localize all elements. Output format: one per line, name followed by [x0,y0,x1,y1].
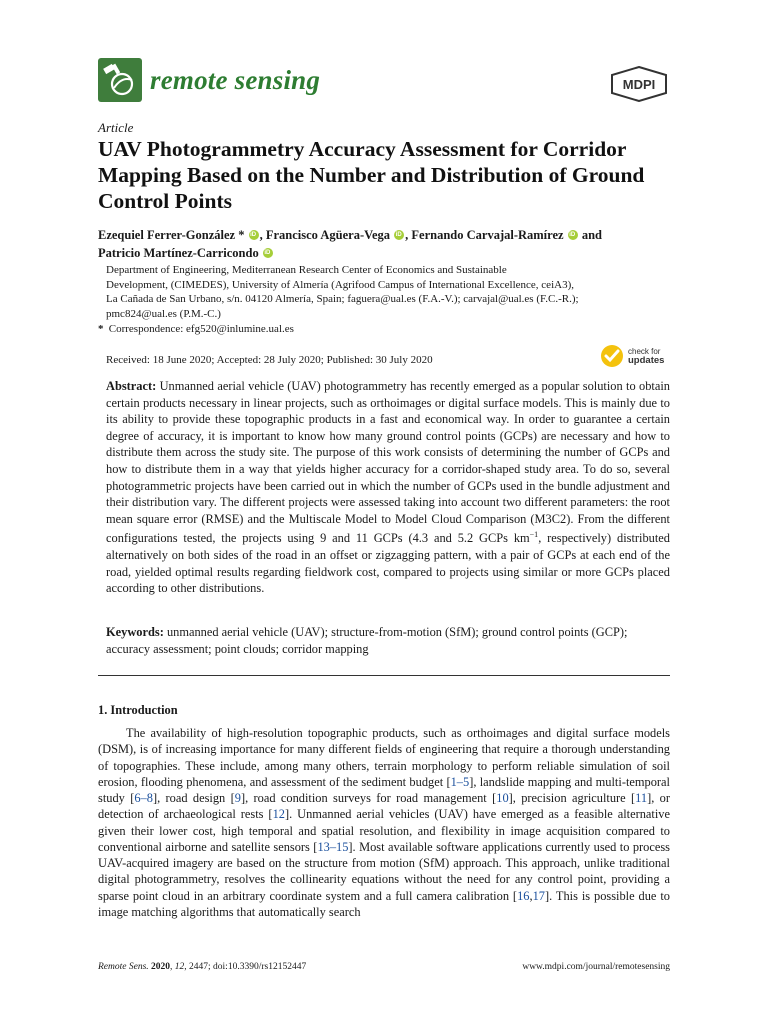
check-updates-icon [600,344,624,368]
author-name[interactable]: Ezequiel Ferrer-González * [98,228,245,242]
abstract-text: Unmanned aerial vehicle (UAV) photogrammetry has recently emerged as a popular solution to obtain certain products necessary in linear projects, such as orthoimages or digital surface models. This is mainly due to its ability to provide these topographic products in a fast and economical way. In order to guarantee a certain degree of accuracy, it is important to know how many ground control points (GCPs) are necessary and how to distribute them across the study site. The purpose of this work consists of determining the number of GCPs and how to distribute them in a way that yields higher accuracy for a corridor-shaped study area. To do so, several photogrammetric projects have been carried out in which the number of GCPs used in the bundle adjustment and their distribution vary. The different projects were assessed taking into account two different parameters: the root mean square error (RMSE) and the Multiscale Model to Model Cloud Comparison (M3C2). From the different configurations tested, the projects using 9 and 11 GCPs (4.3 and 5.2 GCPs km [106,379,670,546]
abstract-superscript: −1 [529,530,539,540]
correspondence-text: Correspondence: efg520@inlumine.ual.es [108,323,294,335]
footer-citation: Remote Sens. 2020, 12, 2447; doi:10.3390/rs12152447 [98,962,307,972]
publication-dates: Received: 18 June 2020; Accepted: 28 July 2020; Published: 30 July 2020 [106,354,433,366]
journal-masthead [98,58,320,102]
author-list [98,226,668,262]
abstract-text-continued: , respectively) distributed alternatively on both sides of the road in an offset or zigzagging pattern, with a pair of GCPs at each end of the road, yielded optimal results regarding fieldwork cost, compared to projects using similar or more GCPs placed according to other distributions. [106,531,670,596]
author-name[interactable]: Patricio Martínez-Carricondo [98,246,259,260]
section-divider [98,675,670,676]
affiliation-line: Department of Engineering, Mediterranean Research Center of Economics and Sustainable [106,264,507,276]
affiliation-line: pmc824@ual.es (P.M.-C.) [106,307,221,320]
citation-link[interactable]: 6–8 [134,791,153,805]
affiliation-line: Development, (CIMEDES), University of Almería (Agrifood Campus of International Excellence, ceiA3), [106,278,574,291]
check-updates-label: check for updates [628,347,665,366]
footer-journal-url[interactable]: www.mdpi.com/journal/remotesensing [522,962,670,972]
section-heading-introduction: 1. Introduction [98,703,178,717]
orcid-icon[interactable] [568,230,578,240]
paper-title: UAV Photogrammetry Accuracy Assessment for Corridor Mapping Based on the Number and Distribution of Ground Control Points [98,137,645,213]
correspondence [98,322,658,336]
keywords [106,624,670,657]
citation-link[interactable]: 16 [517,888,530,903]
orcid-icon[interactable] [394,230,404,240]
citation-link[interactable]: 10 [496,791,509,805]
citation-link[interactable]: 9 [234,791,241,805]
citation-link[interactable]: 12 [272,807,285,822]
author-separator: , [405,228,412,242]
correspondence-marker: * [98,323,104,335]
abstract [106,378,670,597]
citation-link[interactable]: 17 [532,888,545,903]
mdpi-logo-icon [609,66,669,102]
check-for-updates-button[interactable] [600,343,670,369]
author-separator: and [578,228,602,242]
journal-logo-icon [98,58,142,102]
article-type: Article [98,120,134,135]
affiliation [106,263,666,321]
abstract-label: Abstract: [106,379,157,393]
author-separator: , [259,228,266,242]
citation-link[interactable]: 13–15 [317,839,349,854]
journal-name: remote sensing [150,64,321,95]
author-name[interactable]: Francisco Agüera-Vega [265,228,391,242]
orcid-icon[interactable] [249,230,259,240]
keywords-label: Keywords: [106,625,164,639]
citation-link[interactable]: 11 [635,791,648,805]
mdpi-logo-text: MDPI [622,77,656,92]
introduction-paragraph: The availability of high-resolution topographic products, such as orthoimages and digital surface models (DSM), is of increasing importance for many different fields of engineering that require a thorough understanding of topographies. These include, among many others, terrain morphology to perform reliable simulation of soil erosion, flooding phenomena, and assessment of the sediment budget [1–5], landslide mapping and multi-temporal study [6–8], road design [9], road condition surveys for road management [10], precision agriculture [11], or detection of archaeological rests [12]. Unmanned aerial vehicles (UAV) have emerged as a feasible alternative given their lower cost, high temporal and spatial resolution, and flexibility in image acquisition compared to conventional airborne and satellite sensors [13–15]. Most available software applications currently used to process UAV-acquired imagery are based on the structure from motion (SfM) approach. This approach, unlike traditional digital photogrammetry, resolves the collinearity equations without the need for any control point, providing a sparse point cloud in an arbitrary coordinate system and a full camera calibration [16,17]. This is possible due to image matching algorithms that automatically search [98,726,670,919]
citation-link[interactable]: 1–5 [450,774,470,789]
orcid-icon[interactable] [263,248,273,258]
keywords-text: unmanned aerial vehicle (UAV); structure-from-motion (SfM); ground control points (GCP); accuracy assessment; point clouds; corridor mapping [106,625,628,656]
author-name[interactable]: Fernando Carvajal-Ramírez [411,228,564,242]
affiliation-line: La Cañada de San Urbano, s/n. 04120 Almería, Spain; faguera@ual.es (F.A.-V.); carvajal@ual.es (F.C.-R.); [106,293,579,306]
